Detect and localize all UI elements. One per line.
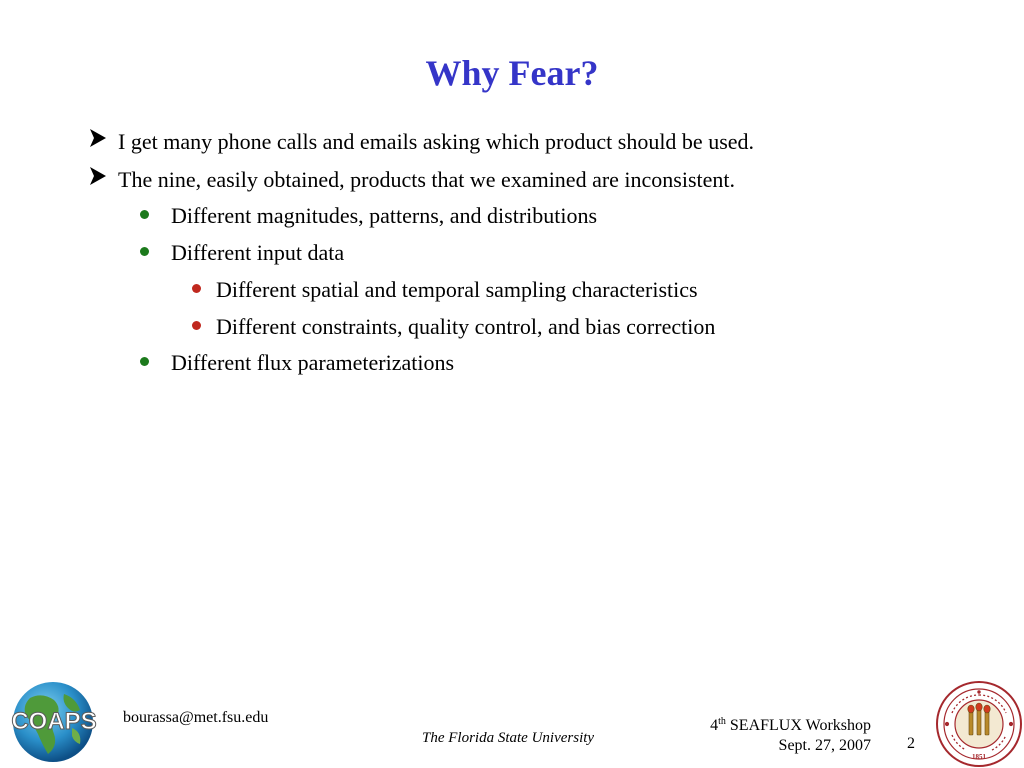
workshop-number: 4	[710, 717, 719, 734]
bullet-2: The nine, easily obtained, products that we examined are inconsistent.	[118, 167, 736, 192]
red-dot-bullet-icon	[192, 321, 201, 330]
seal-year: 1851	[972, 753, 986, 761]
fsu-seal-icon	[936, 681, 1022, 767]
footer-workshop	[640, 712, 871, 736]
sub-bullet-1: Different magnitudes, patterns, and distributions	[171, 203, 598, 228]
page-number: 2	[907, 735, 915, 752]
sub-bullet-3: Different flux parameterizations	[171, 350, 455, 375]
bullet-1: I get many phone calls and emails asking which product should be used.	[118, 129, 755, 154]
arrow-bullet-icon	[89, 166, 107, 186]
workshop-superscript: th	[718, 716, 726, 727]
green-dot-bullet-icon	[140, 247, 149, 256]
slide-title: Why Fear?	[425, 53, 599, 93]
coaps-logo-text: COAPS	[11, 708, 97, 735]
green-dot-bullet-icon	[140, 210, 149, 219]
sub-sub-bullet-2: Different constraints, quality control, and bias correction	[216, 314, 716, 339]
red-dot-bullet-icon	[192, 284, 201, 293]
green-dot-bullet-icon	[140, 357, 149, 366]
footer-email: bourassa@met.fsu.edu	[123, 709, 269, 726]
arrow-bullet-icon	[89, 128, 107, 148]
workshop-name: SEAFLUX Workshop	[729, 717, 871, 734]
sub-sub-bullet-1: Different spatial and temporal sampling characteristics	[216, 277, 698, 302]
footer-date: Sept. 27, 2007	[778, 737, 871, 754]
footer-university: The Florida State University	[422, 730, 595, 746]
sub-bullet-2: Different input data	[171, 240, 345, 265]
coaps-logo	[2, 680, 106, 764]
